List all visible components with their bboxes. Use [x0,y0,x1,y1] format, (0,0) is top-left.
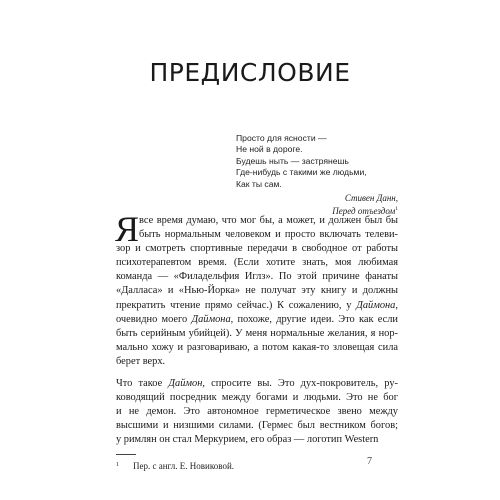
text-line: быть нормальным человеком и просто включать телеви- [139,229,398,241]
text-line: все время думаю, что мог бы, а может, и должен был бы [139,215,398,226]
footnote-mark: 1 [116,462,119,468]
text-line: очевидно моего Даймона, похоже, другие идеи. Это как если [116,313,398,325]
emphasis: Даймона [356,299,396,311]
paragraph [116,377,398,447]
footnote [116,461,398,471]
epigraph [236,133,398,218]
emphasis: Даймона [191,313,231,325]
epigraph-line: Как ты сам. [236,178,282,189]
epigraph-line: Где-нибудь с такими же людьми, [236,167,367,178]
chapter-title: ПРЕДИСЛОВИЕ [149,58,351,87]
epigraph-line: Не ной в дороге. [236,144,303,155]
page-number: 7 [367,456,372,467]
emphasis: Даймон [168,378,203,390]
footnote-reference: 1 [395,206,398,213]
epigraph-source-title: Перед отъездом [332,206,396,217]
epigraph-line: Будешь ныть — застрянешь [236,155,349,166]
text-line: зор и смотреть спортивные передачи в свободное от работы [116,243,398,255]
drop-cap: Я [115,209,140,249]
text-line: быть серийным убийцей). У меня нормальные желания, я нор- [116,327,398,339]
text-line: команда — «Филадельфия Иглз». По этой причине фанаты [116,271,398,283]
text-line: мально хожу и разговариваю, а потом какая-то зловещая сила [116,341,398,353]
epigraph-author: Стивен Данн, [344,193,398,204]
text-line: и не демон. Это автономное герметическое звено между [116,406,398,418]
text-line: «Далласа» и «Нью-Йорка» не получат эту книгу и должны [116,285,398,297]
text-line: прекратить чтение прямо сейчас.) К сожалению, у Даймона, [116,299,398,311]
text-line: берет верх. [116,355,166,367]
text-line: Что такое Даймон, спросите вы. Это дух-покровитель, ру- [116,378,398,390]
text-line: высшими и низшими силами. (Гермес был вестником богов; [116,420,398,432]
text-line: ководящий посредник между богами и людьми. Это не бог [116,392,398,404]
footnote-text: Пер. с англ. Е. Новиковой. [133,461,235,471]
footnote-divider [116,454,136,455]
text-line: у римлян он стал Меркурием, его образ — логотип Western [116,434,379,446]
text-line: психотерапевтом время. (Если хотите знать, моя любимая [116,257,398,269]
epigraph-line: Просто для ясности — [236,133,327,143]
